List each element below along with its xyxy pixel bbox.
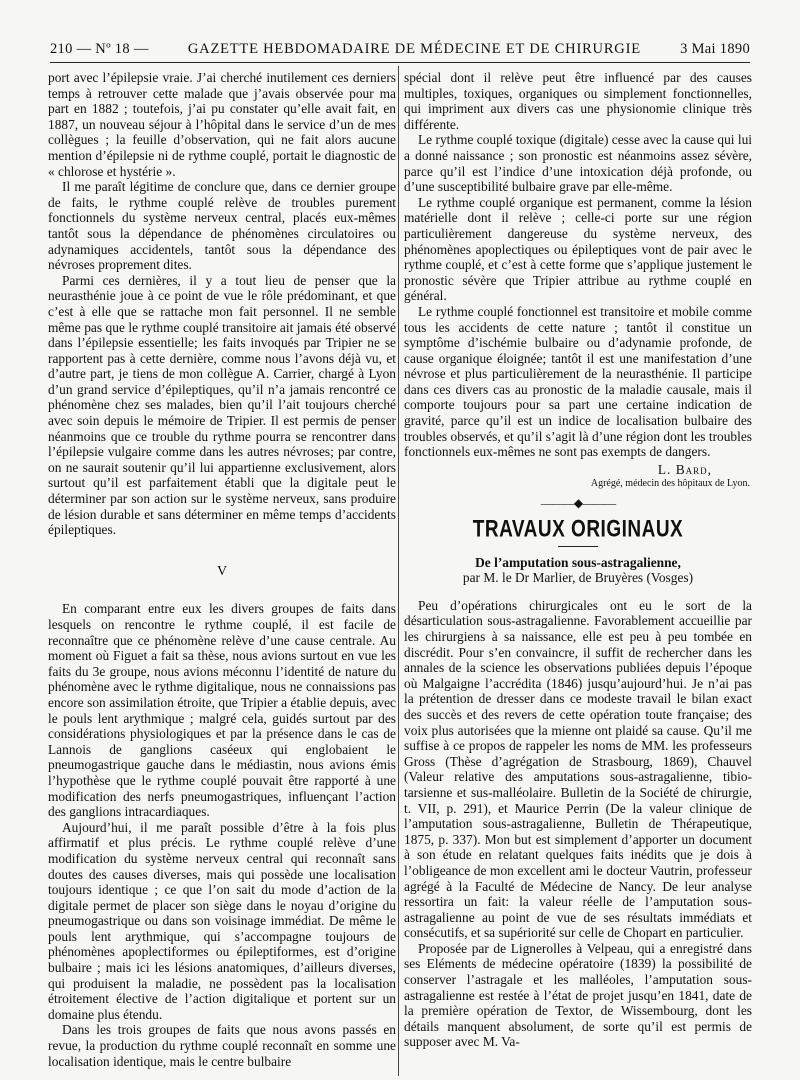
journal-title: GAZETTE HEBDOMADAIRE DE MÉDECINE ET DE CHIRURGIE — [187, 40, 641, 57]
article-title: De l’amputation sous-astragalienne, — [475, 554, 681, 570]
author-affiliation: Agrégé, médecin des hôpitaux de Lyon. — [590, 478, 750, 490]
issue-date: 3 Mai 1890 — [680, 40, 750, 57]
section-title: TRAVAUX ORIGINAUX — [472, 516, 684, 543]
left-column — [48, 70, 396, 1069]
paragraph: Peu d’opérations chirurgicales ont eu le sort de la désarticulation sous-astragalienne. Favorablement accueillie par les chirurgiens à sa naissance, elle est peu à peu tombée en discrédit. Pour s’en convaincre, il suffit de rechercher dans les annales de la science les observations publiées depuis l’époque où Malgaigne l’accrédita (1846) jusqu’aujourd’hui. Je n’ai pas la prétention de dresser dans ce modeste travail le bilan exact des succès et des revers de cette opération toute française; des voix plus autorisées que la mienne ont plaidé sa cause. Qu’il me suffise à ce propos de rappeler les noms de MM. les professeurs Gross (Thèse d’agrégation de Strasbourg, 1869), Chauvel (Valeur relative des amputations sous-astragalienne, tibio-tarsienne et sus-malléolaire. Bulletin de la Société de chirurgie, t. VII, p. 291), et Maurice Perrin (De la valeur clinique de l’amputation sous-astragalienne, Bulletin de Thérapeutique, 1875, p. 337). Mon but est simplement d’apporter un document à son étude en relatant quelques faits inédits que je dois à l’obligeance de mon excellent ami le docteur Vautrin, professeur agrégé à la Faculté de Médecine de Nancy. De leur analyse ressortira un fait: la valeur réelle de l’amputation sous-astragalienne au point de vue de ses résultats immédiats et consécutifs, et sa supériorité sur celle de Chopart en particulier. — [404, 597, 752, 941]
paragraph: Il me paraît légitime de conclure que, dans ce dernier groupe de faits, le rythme couplé relève de troubles purement fonctionnels du système nerveux central, placés eux-mêmes tantôt sous la dépendance de phénomènes circulatoires ou adynamiques accidentels, tantôt sous la dépendance des névroses proprement dites. — [48, 179, 396, 273]
paragraph: Aujourd’hui, il me paraît possible d’être à la fois plus affirmatif et plus précis. Le rythme couplé relève d’une modification du système nerveux central qui reconnaît sans doutes des causes diverses, mais qui possède une localisation toujours identique ; ce que l’on sait du mode d’action de la digitale permet de placer son siège dans le noyau d’origine du pneumogastrique ou dans son voisinage immédiat. De même le pouls lent arythmique, qui s’accompagne toujours de phénomènes apoplectiformes ou épileptiformes, est d’origine bulbaire ; mais ici les lésions anatomiques, d’ailleurs diverses, qui produisent la maladie, ne possèdent pas la localisation étroitement élective de l’action digitalique et portent sur un domaine plus étendu. — [48, 819, 396, 1022]
paragraph: Dans les trois groupes de faits que nous avons passés en revue, la production du rythme couplé reconnaît en somme une localisation identique, mais le centre bulbaire — [48, 1022, 396, 1069]
author-signature: L. Bard, — [657, 461, 712, 477]
paragraph: En comparant entre eux les divers groupes de faits dans lesquels on rencontre le rythme couplé, il est facile de reconnaître que ce phénomène relève d’une cause centrale. Au moment où Figuet a fait sa thèse, nous avions surtout en vue les faits du 3e groupe, nous avions méconnu l’identité de nature du phénomène avec le rythme digitalique, nous ne connaissions pas encore son assimilation étroite, que Tripier a établie depuis, avec le pouls lent arythmique ; malgré cela, guidés surtout par des considérations physiologiques et par la présence dans le cas de Lannois de ganglions caséeux qui englobaient le pneumogastrique gauche dans le médiastin, nous avions émis l’hypothèse que le rythme couplé pouvait être rapporté à une modification des nerfs pneumogastriques, influençant l’action des ganglions intracardiaques. — [48, 601, 396, 820]
right-column — [404, 70, 752, 1050]
paragraph: Proposée par de Lignerolles à Velpeau, qui a enregistré dans ses Eléments de médecine opératoire (1839) la possibilité de conserver l’astragale et les malléoles, l’amputation sous-astragalienne est restée à l’état de projet jusqu’en 1841, date de la première opération de Textor, de Wissembourg, dont les détails manquent absolument, de sorte qu’il est permis de supposer avec M. Va- — [404, 940, 752, 1050]
ornament-divider: ———◆——— — [540, 496, 616, 511]
paragraph: spécial dont il relève peut être influencé par des causes multiples, toxiques, organiques ou simplement fonctionnelles, qui impriment aux divers cas une physionomie clinique très différente. — [404, 70, 752, 132]
paragraph: Le rythme couplé organique est permanent, comme la lésion matérielle dont il relève ; celle-ci porte sur une région particulièrement dangereuse du système nerveux, des phénomènes apoplectiques ou épileptiques vont de pair avec le rythme couplé, et c’est à cette forme que s’applique justement le pronostic sévère que Tripier attribue au rythme couplé en général. — [404, 194, 752, 304]
page-header — [50, 38, 750, 60]
title-rule — [558, 546, 598, 547]
column-divider — [398, 66, 399, 1076]
page-number: 210 — Nº 18 — — [50, 40, 149, 57]
paragraph: Le rythme couplé fonctionnel est transitoire et mobile comme tous les accidents de cette nature ; tantôt il constitue un symptôme d’ischémie bulbaire ou d’adynamie profonde, de cause organique éloignée; tantôt il est une manifestation d’une névrose et plus particulièrement de la neurasthénie. Il participe dans ces divers cas au pronostic de la maladie causale, mais il comporte toujours pour sa part une certaine indication de gravité, parce qu’il est un indice de localisation bulbaire des troubles observés, et qu’il s’agit là d’une région dont les troubles fonctionnels eux-mêmes ne sont pas exempts de dangers. — [404, 303, 752, 460]
paragraph: Le rythme couplé toxique (digitale) cesse avec la cause qui lui a donné naissance ; son pronostic est néanmoins assez sévère, parce qu’il est l’indice d’une intoxication déjà profonde, ou d’une susceptibilité bulbaire grave par elle-même. — [404, 132, 752, 195]
article-byline: par M. le Dr Marlier, de Bruyères (Vosges) — [462, 570, 694, 586]
paragraph: port avec l’épilepsie vraie. J’ai cherché inutilement ces derniers temps à retrouver cette malade que j’avais observée pour ma part en 1882 ; toutefois, j’ai pu constater qu’elle avait fait, en 1887, un nouveau séjour à l’hôpital dans le service d’un de mes collègues ; la feuille d’observation, qui ne fait alors aucune mention d’épilepsie ni de rythme couplé, portait le diagnostic de « chlorose et hystérie ». — [48, 70, 396, 179]
header-rule — [50, 62, 750, 63]
paragraph: Parmi ces dernières, il y a tout lieu de penser que la neurasthénie joue à ce point de vue le rôle prédominant, et que c’est à elle que se rattache mon fait personnel. Il ne semble même pas que le rythme couplé transitoire ait jamais été observé dans l’épilepsie essentielle; les faits invoqués par Tripier ne se rapportent pas à cette dernière, comme nous l’avons déjà vu, et d’autre part, je tiens de mon collègue A. Carrier, chargé à Lyon d’un grand service d’épileptiques, qu’il n’a jamais rencontré ce phénomène chez ses malades, bien qu’il l’ait toujours cherché avec soin depuis le mémoire de Tripier. Il est permis de penser néanmoins que ce trouble du rythme pourra se rencontrer dans l’épilepsie vulgaire comme dans les autres névroses; par contre, on ne saurait soutenir qu’il lui appartienne exclusivement, alors surtout qu’il est parfaitement établi que la digitale peut le déterminer par son action sur le système nerveux, sans produire de lésion durable et sans déterminer en même temps d’accidents épileptiques. — [48, 272, 396, 538]
section-number: V — [216, 563, 228, 579]
